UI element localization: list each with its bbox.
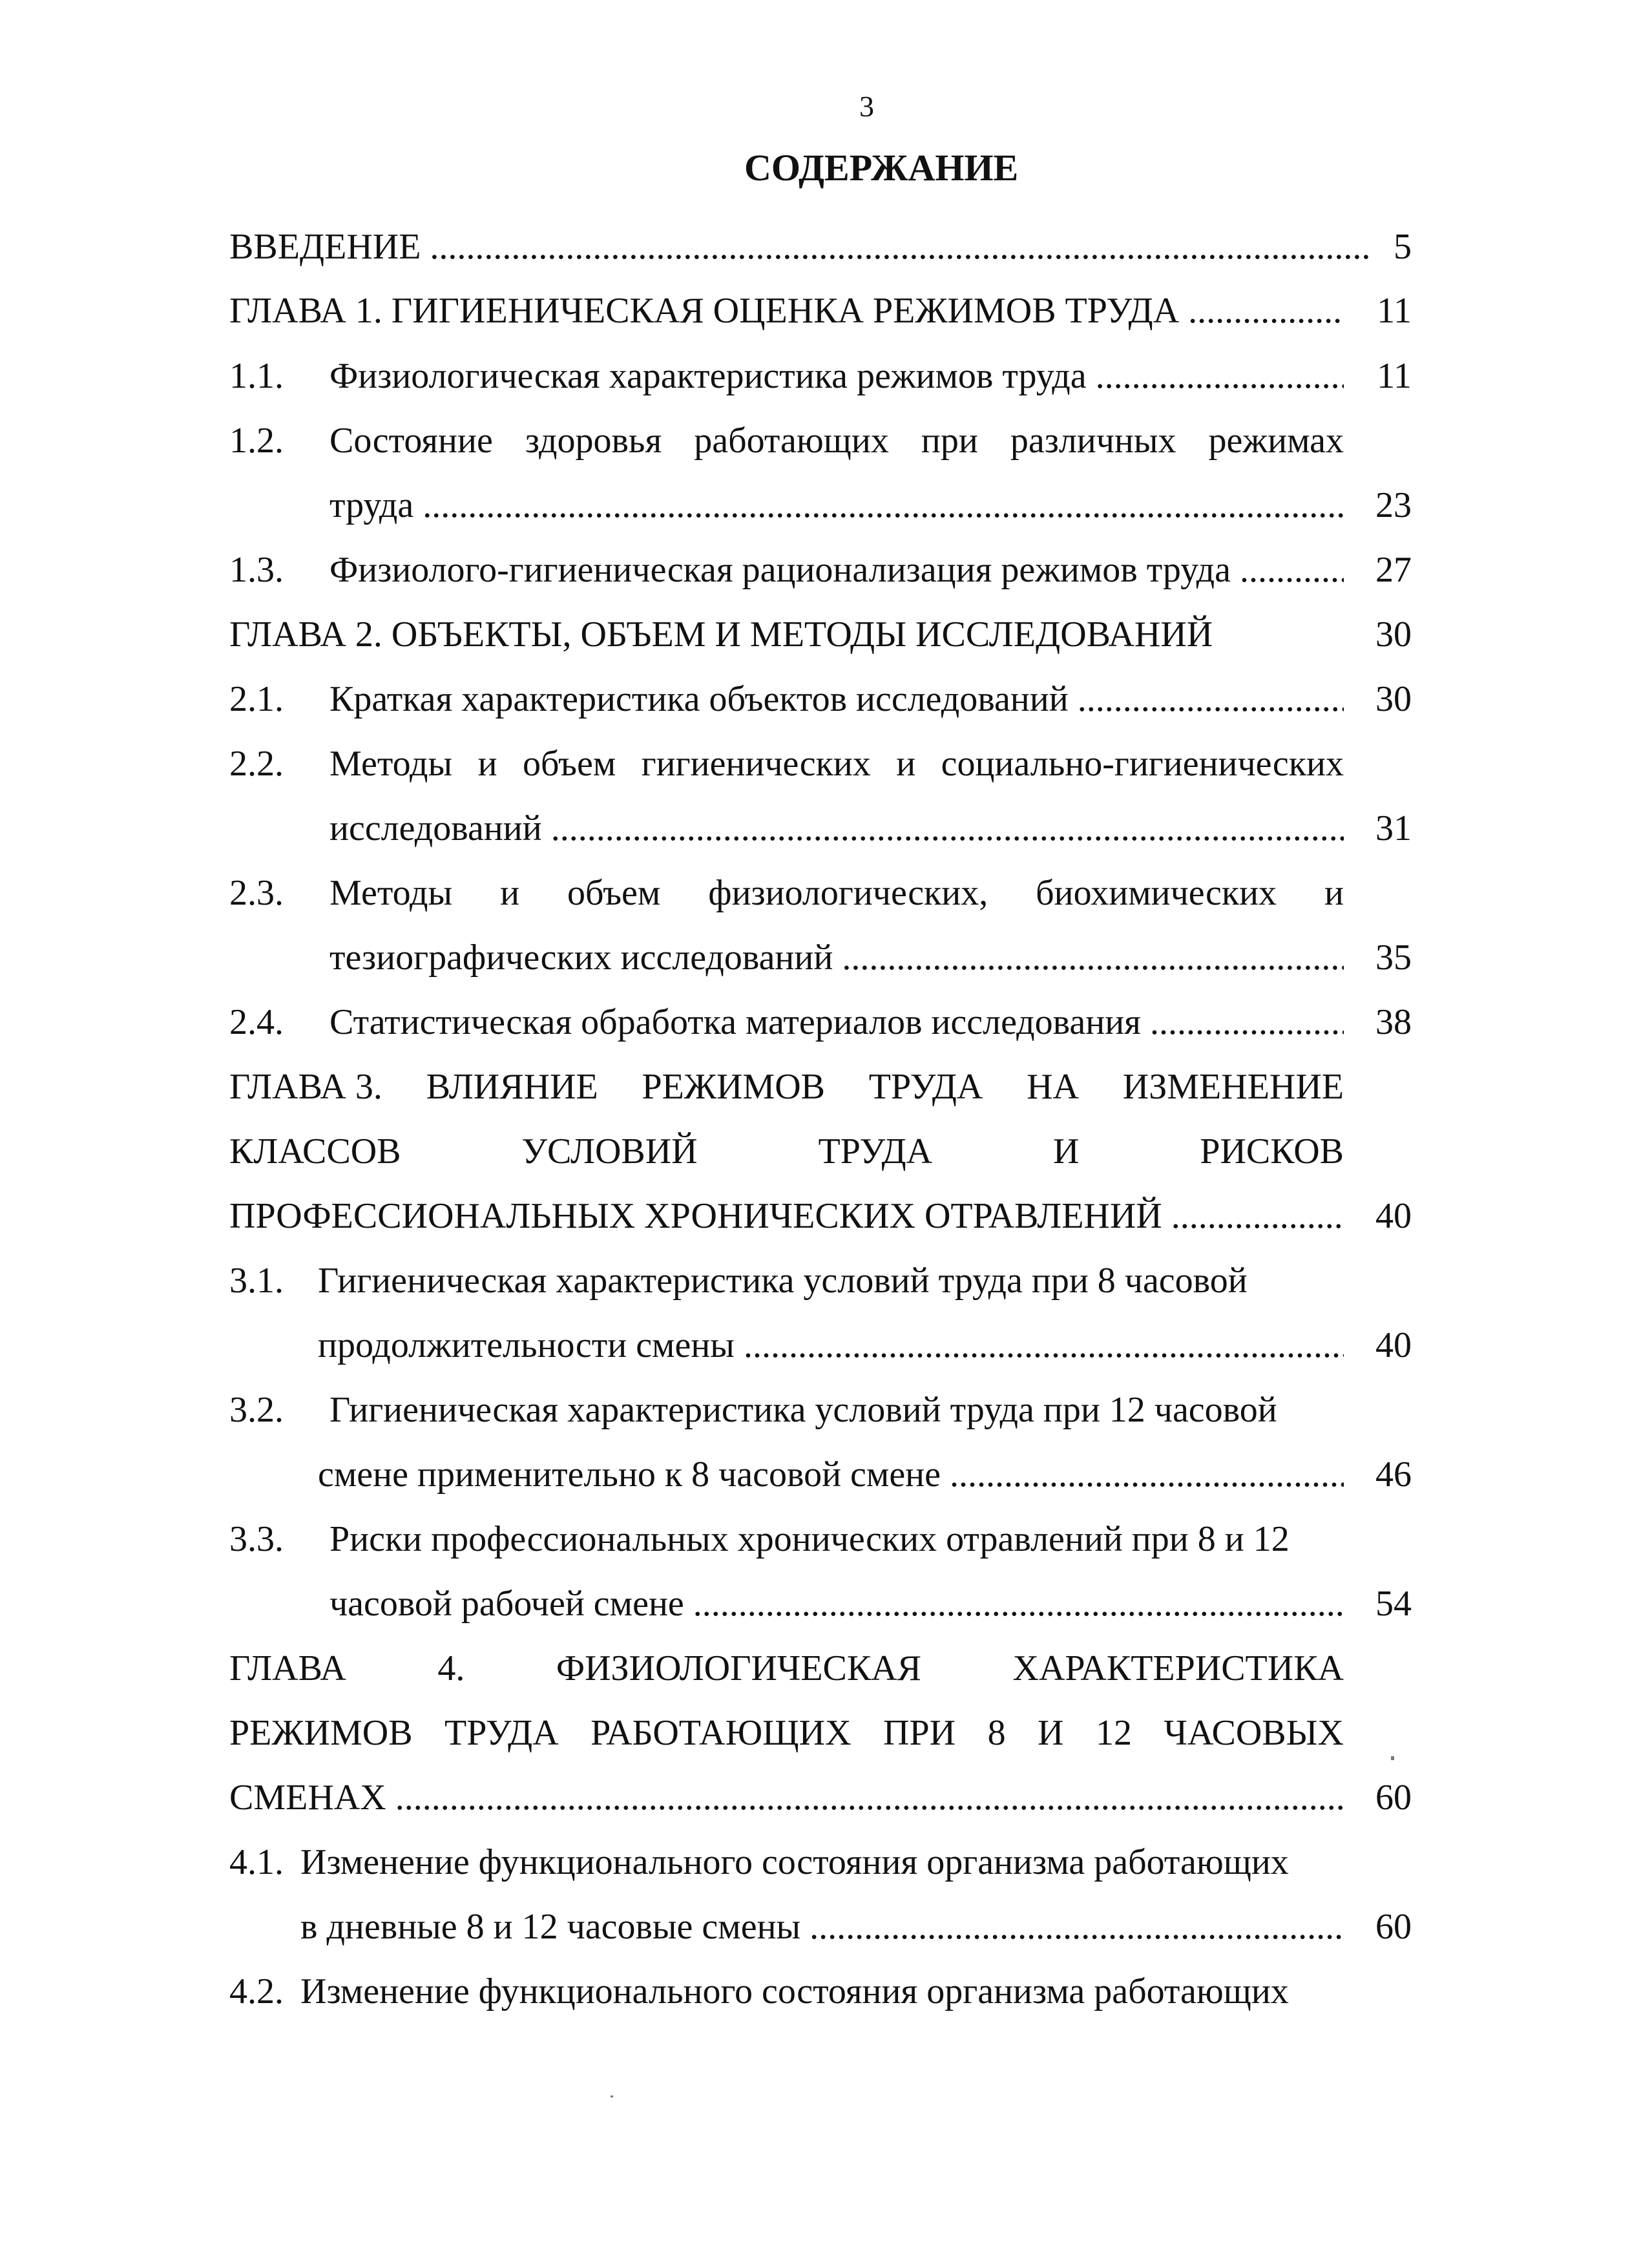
toc-word: ВЛИЯНИЕ xyxy=(426,1067,598,1107)
toc-word: здоровья xyxy=(525,421,662,461)
toc-page: 40 xyxy=(1375,1196,1412,1236)
toc-number: 3.3. xyxy=(229,1519,284,1559)
toc-word: 4. xyxy=(437,1648,465,1688)
toc-number: 2.3. xyxy=(229,873,284,913)
toc-word: ТРУДА xyxy=(868,1067,983,1107)
toc-text-line xyxy=(229,1128,1344,1176)
toc-page: 46 xyxy=(1375,1454,1412,1495)
toc-word: социально-гигиенических xyxy=(941,744,1344,784)
toc-text: Физиолого-гигиеническая рационализация режимов труда ..... xyxy=(329,546,1344,594)
toc-word: УСЛОВИЙ xyxy=(521,1131,698,1171)
toc-number: 4.2. xyxy=(229,1971,284,2011)
toc-page: 40 xyxy=(1375,1325,1412,1365)
toc-word: И xyxy=(1052,1131,1080,1171)
toc-page: 30 xyxy=(1375,614,1412,655)
toc-word: режимах xyxy=(1208,421,1344,461)
toc-page: 60 xyxy=(1375,1907,1412,1947)
toc-text: ГЛАВА 2. ОБЪЕКТЫ, ОБЪЕМ И МЕТОДЫ ИССЛЕДОВАНИЙ xyxy=(229,614,1213,655)
toc-word: ПРИ xyxy=(883,1713,956,1753)
toc-text-continuation: тезиографических исследований ..... xyxy=(329,934,1344,982)
toc-word: Состояние xyxy=(329,421,493,461)
toc-text: Физиологическая характеристика режимов труда ..... xyxy=(329,352,1344,401)
toc-text-line xyxy=(329,869,1344,918)
toc-text-line xyxy=(329,417,1344,465)
toc-text: Изменение функционального состояния организма работающих xyxy=(300,1842,1289,1882)
toc-word: и xyxy=(477,744,497,784)
toc-number: 1.1. xyxy=(229,356,284,396)
page-title: СОДЕРЖАНИЕ xyxy=(744,147,1019,189)
toc-word: РАБОТАЮЩИХ xyxy=(590,1713,852,1753)
toc-word: НА xyxy=(1027,1067,1079,1107)
toc-page: 35 xyxy=(1375,938,1412,978)
toc-text-line xyxy=(229,1063,1344,1111)
toc-page: 54 xyxy=(1375,1584,1412,1624)
toc-page: 5 xyxy=(1394,227,1412,267)
toc-text: Краткая характеристика объектов исследований ..... xyxy=(329,675,1344,724)
toc-word: РИСКОВ xyxy=(1200,1131,1344,1171)
toc-word: И xyxy=(1038,1713,1064,1753)
toc-word: ГЛАВА 3. xyxy=(229,1067,382,1107)
toc-text-continuation: часовой рабочей смене ..... xyxy=(329,1580,1344,1628)
toc-number: 3.2. xyxy=(229,1390,284,1430)
toc-word: ГЛАВА xyxy=(229,1648,346,1688)
toc-number: 2.2. xyxy=(229,744,284,784)
toc-word: 8 xyxy=(987,1713,1006,1753)
toc-text-continuation: смене применительно к 8 часовой смене ..... xyxy=(318,1451,1344,1499)
toc-text-continuation: ПРОФЕССИОНАЛЬНЫХ ХРОНИЧЕСКИХ ОТРАВЛЕНИЙ ..... xyxy=(229,1192,1344,1241)
toc-number: 1.2. xyxy=(229,421,284,461)
toc-page: 23 xyxy=(1375,485,1412,525)
toc-number: 1.3. xyxy=(229,550,284,590)
toc-word: и xyxy=(896,744,916,784)
toc-word: объем xyxy=(522,744,616,784)
toc-word: ИЗМЕНЕНИЕ xyxy=(1122,1067,1344,1107)
toc-page: 27 xyxy=(1375,550,1412,590)
toc-text: Статистическая обработка материалов исследования ..... xyxy=(329,998,1344,1047)
toc-word: различных xyxy=(1010,421,1176,461)
toc-word: гигиенических xyxy=(641,744,871,784)
toc-text: Гигиеническая характеристика условий труда при 12 часовой xyxy=(329,1390,1277,1430)
toc-page: 60 xyxy=(1375,1778,1412,1818)
toc-text-continuation: СМЕНАХ ..... xyxy=(229,1774,1344,1822)
toc-word: ТРУДА xyxy=(818,1131,933,1171)
toc-text: Риски профессиональных хронических отравлений при 8 и 12 xyxy=(329,1519,1290,1559)
toc-word: биохимических xyxy=(1036,873,1277,913)
toc-word: ХАРАКТЕРИСТИКА xyxy=(1012,1648,1344,1688)
toc-word: физиологических, xyxy=(708,873,988,913)
toc-word: Методы xyxy=(329,744,453,784)
toc-word: Методы xyxy=(329,873,453,913)
toc-word: РЕЖИМОВ xyxy=(229,1713,413,1753)
toc-word: работающих xyxy=(694,421,889,461)
toc-word: и xyxy=(1324,873,1344,913)
toc-page: 31 xyxy=(1375,808,1412,848)
toc-word: объем xyxy=(567,873,661,913)
toc-page: 11 xyxy=(1377,291,1412,331)
toc-text-continuation: в дневные 8 и 12 часовые смены ..... xyxy=(300,1903,1344,1951)
toc-page: 11 xyxy=(1377,356,1412,396)
toc-text-continuation: исследований ..... xyxy=(329,804,1344,853)
toc-word: ЧАСОВЫХ xyxy=(1164,1713,1344,1753)
toc-number: 2.1. xyxy=(229,679,284,719)
toc-text-line xyxy=(229,1644,1344,1693)
toc-word: при xyxy=(921,421,978,461)
toc-text: ГЛАВА 1. ГИГИЕНИЧЕСКАЯ ОЦЕНКА РЕЖИМОВ ТРУДА ..... xyxy=(229,287,1344,335)
toc-word: 12 xyxy=(1095,1713,1132,1753)
toc-text-continuation: труда ..... xyxy=(329,481,1344,530)
toc-text: ВВЕДЕНИЕ ..... xyxy=(229,223,1371,271)
toc-word: КЛАССОВ xyxy=(229,1131,401,1171)
toc-text-continuation: продолжительности смены ..... xyxy=(318,1321,1344,1370)
toc-word: ФИЗИОЛОГИЧЕСКАЯ xyxy=(556,1648,922,1688)
toc-page: 30 xyxy=(1375,679,1412,719)
toc-text: Изменение функционального состояния организма работающих xyxy=(300,1971,1289,2011)
toc-page: 38 xyxy=(1375,1002,1412,1042)
page-number: 3 xyxy=(859,90,874,123)
scan-speck xyxy=(611,2095,613,2097)
toc-text: Гигиеническая характеристика условий труда при 8 часовой xyxy=(318,1261,1248,1301)
toc-text-line xyxy=(329,740,1344,788)
scan-speck xyxy=(1391,1756,1394,1760)
toc-word: и xyxy=(500,873,520,913)
toc-word: ТРУДА xyxy=(444,1713,559,1753)
toc-number: 4.1. xyxy=(229,1842,284,1882)
toc-number: 3.1. xyxy=(229,1261,284,1301)
toc-number: 2.4. xyxy=(229,1002,284,1042)
toc-text-line xyxy=(229,1709,1344,1758)
toc-word: РЕЖИМОВ xyxy=(642,1067,826,1107)
